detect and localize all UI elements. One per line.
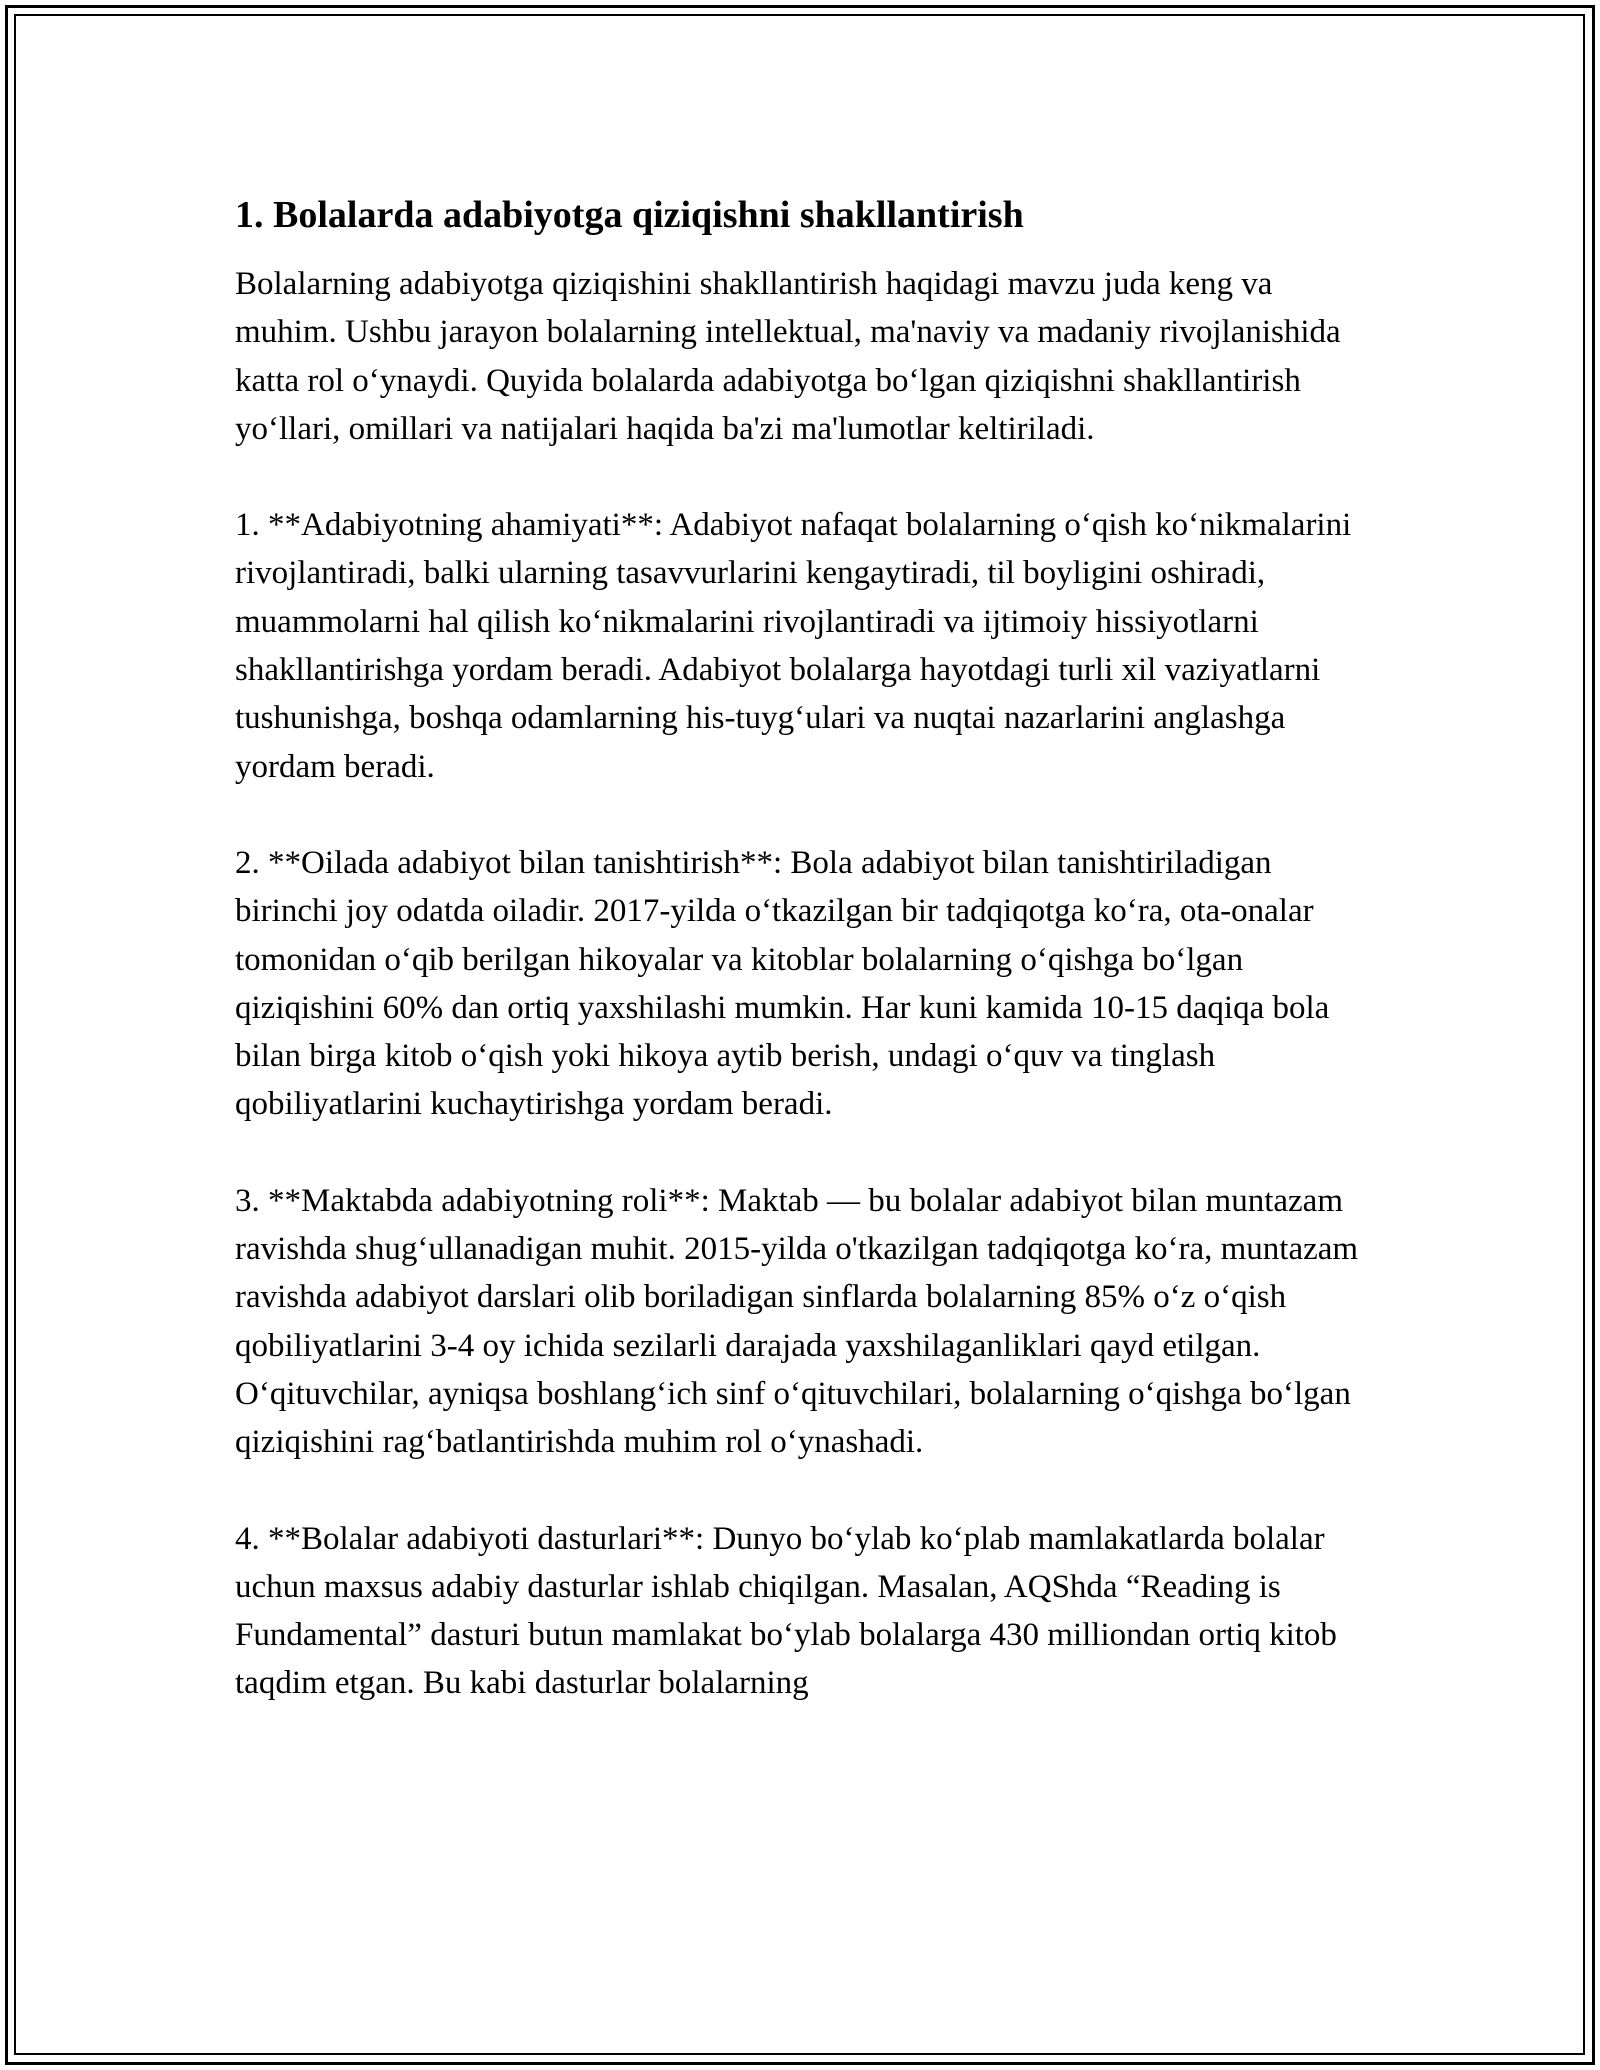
document-body	[235, 188, 1380, 1756]
paragraph-item-2: 2. **Oilada adabiyot bilan tanishtirish**: Bola adabiyot bilan tanishtiriladigan birinchi joy odatda oiladir. 2017-yilda oʻtkazilgan bir tadqiqotga koʻra, ota-onalar tomonidan oʻqib berilgan hikoyalar va kitoblar bolalarning oʻqishga boʻlgan qiziqishini 60% dan ortiq yaxshilashi mumkin. Har kuni kamida 10-15 daqiqa bola bilan birga kitob oʻqish yoki hikoya aytib berish, undagi oʻquv va tinglash qobiliyatlarini kuchaytirishga yordam beradi.	[235, 844, 1330, 1123]
section-heading: 1. Bolalarda adabiyotga qiziqishni shakllantirish	[235, 194, 1024, 236]
paragraph-item-4: 4. **Bolalar adabiyoti dasturlari**: Dunyo boʻylab koʻplab mamlakatlarda bolalar uchun maxsus adabiy dasturlar ishlab chiqilgan. Masalan, AQShda “Reading is Fundamental” dasturi butun mamlakat boʻylab bolalarga 430 milliondan ortiq kitob taqdim etgan. Bu kabi dasturlar bolalarning	[235, 1520, 1337, 1702]
paragraph-item-3: 3. **Maktabda adabiyotning roli**: Maktab — bu bolalar adabiyot bilan muntazam ravishda shugʻullanadigan muhit. 2015-yilda o'tkazilgan tadqiqotga koʻra, muntazam ravishda adabiyot darslari olib boriladigan sinflarda bolalarning 85% oʻz oʻqish qobiliyatlarini 3-4 oy ichida sezilarli darajada yaxshilaganliklari qayd etilgan. Oʻqituvchilar, ayniqsa boshlangʻich sinf oʻqituvchilari, bolalarning oʻqishga boʻlgan qiziqishini ragʻbatlantirishda muhim rol oʻynashadi.	[235, 1182, 1359, 1461]
paragraph-item-1: 1. **Adabiyotning ahamiyati**: Adabiyot nafaqat bolalarning oʻqish koʻnikmalarini rivojlantiradi, balki ularning tasavvurlarini kengaytiradi, til boyligini oshiradi, muammolarni hal qilish koʻnikmalarini rivojlantiradi va ijtimoiy hissiyotlarni shakllantirishga yordam beradi. Adabiyot bolalarga hayotdagi turli xil vaziyatlarni tushunishga, boshqa odamlarning his-tuygʻulari va nuqtai nazarlarini anglashga yordam beradi.	[235, 507, 1352, 785]
paragraph-intro: Bolalarning adabiyotga qiziqishini shakllantirish haqidagi mavzu juda keng va muhim. Ushbu jarayon bolalarning intellektual, ma'naviy va madaniy rivojlanishida katta rol oʻynaydi. Quyida bolalarda adabiyotga boʻlgan qiziqishni shakllantirish yoʻllari, omillari va natijalari haqida ba'zi ma'lumotlar keltiriladi.	[235, 266, 1341, 447]
